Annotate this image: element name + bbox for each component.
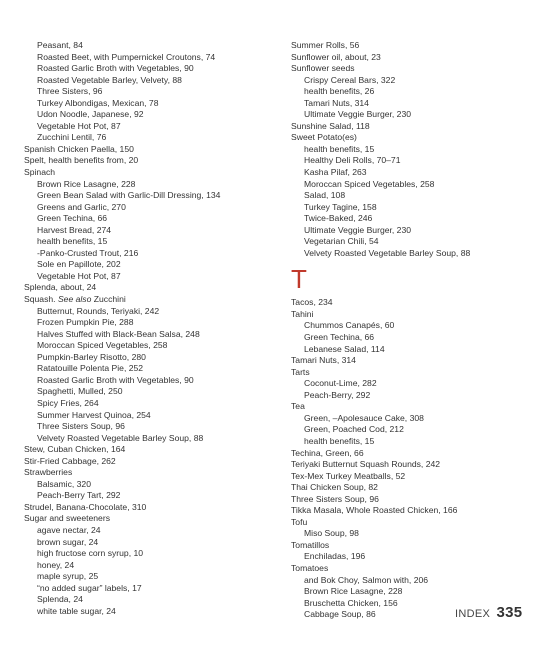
index-subentry (24, 340, 274, 352)
entry-text: Enchiladas, 196 (304, 551, 366, 562)
entry-text: Tamari Nuts, 314 (304, 97, 369, 108)
index-subentry (24, 398, 274, 410)
index-subentry (24, 548, 274, 560)
entry-text: Summer Harvest Quinoa, 254 (37, 409, 151, 420)
entry-text: Three Sisters, 96 (37, 86, 103, 97)
index-subentry (24, 490, 274, 502)
index-section-t (291, 297, 531, 620)
index-subentry (24, 179, 274, 191)
index-entry (24, 456, 274, 468)
index-subentry (24, 421, 274, 433)
entry-text: Tea (291, 401, 305, 412)
index-entry (291, 63, 531, 75)
index-subentry (291, 225, 531, 237)
entry-text: Balsamic, 320 (37, 478, 91, 489)
index-entry (291, 401, 531, 413)
entry-text: brown sugar, 24 (37, 536, 99, 547)
entry-text: Splenda, about, 24 (24, 282, 97, 293)
entry-text: Greens and Garlic, 270 (37, 201, 126, 212)
entry-text: Twice-Baked, 246 (304, 213, 373, 224)
index-subentry (24, 40, 274, 52)
entry-text: Squash. (24, 294, 56, 305)
index-subentry (24, 259, 274, 271)
entry-text: Roasted Beet, with Pumpernickel Croutons, 74 (37, 51, 216, 62)
entry-text: agave nectar, 24 (37, 524, 101, 535)
entry-text: Summer Rolls, 56 (291, 40, 360, 50)
index-subentry (24, 583, 274, 595)
index-entry (24, 513, 274, 525)
index-entry (24, 167, 274, 179)
entry-text: Green, Poached Cod, 212 (304, 424, 404, 435)
index-entry (291, 563, 531, 575)
index-subentry (24, 271, 274, 283)
entry-text: Moroccan Spiced Vegetables, 258 (304, 178, 435, 189)
index-subentry (24, 525, 274, 537)
index-subentry (291, 332, 531, 344)
entry-text: Stew, Cuban Chicken, 164 (24, 444, 126, 455)
entry-text: Sunflower seeds (291, 63, 355, 74)
index-entry (291, 121, 531, 133)
entry-text: Sunshine Salad, 118 (291, 120, 370, 131)
index-subentry (24, 560, 274, 572)
entry-text: Crispy Cereal Bars, 322 (304, 74, 396, 85)
entry-text: Butternut, Rounds, Teriyaki, 242 (37, 305, 160, 316)
entry-text: Velvety Roasted Vegetable Barley Soup, 88 (304, 247, 471, 258)
index-entry (291, 40, 531, 52)
entry-text: Ratatouille Polenta Pie, 252 (37, 363, 144, 374)
entry-text: Green Techina, 66 (37, 213, 108, 224)
entry-text: Tex-Mex Turkey Meatballs, 52 (291, 470, 406, 481)
entry-text: Vegetable Hot Pot, 87 (37, 120, 121, 131)
entry-text: Zucchini Lentil, 76 (37, 132, 107, 143)
index-subentry (291, 202, 531, 214)
index-subentry (24, 363, 274, 375)
index-subentry (291, 378, 531, 390)
entry-text: maple syrup, 25 (37, 571, 99, 582)
index-subentry (24, 190, 274, 202)
index-entry (291, 52, 531, 64)
entry-text: Chummos Canapés, 60 (304, 320, 395, 331)
entry-text: Turkey Albondigas, Mexican, 78 (37, 97, 159, 108)
entry-text: -Panko-Crusted Trout, 216 (37, 247, 139, 258)
entry-text: Sugar and sweeteners (24, 513, 110, 524)
index-subentry (24, 606, 274, 618)
entry-text: Roasted Vegetable Barley, Velvety, 88 (37, 74, 182, 85)
index-subentry (24, 594, 274, 606)
index-entry (291, 540, 531, 552)
index-subentry (291, 155, 531, 167)
index-subentry (291, 248, 531, 260)
index-subentry (291, 528, 531, 540)
entry-text: Strawberries (24, 467, 73, 478)
index-subentry (291, 86, 531, 98)
entry-text: Lebanese Salad, 114 (304, 343, 385, 354)
entry-text: Tacos, 234 (291, 297, 333, 308)
entry-text: Green, –Apolesauce Cake, 308 (304, 412, 424, 423)
index-subentry (24, 236, 274, 248)
index-subentry (291, 144, 531, 156)
index-entry (291, 367, 531, 379)
index-entry (291, 297, 531, 309)
entry-text: Frozen Pumpkin Pie, 288 (37, 317, 134, 328)
index-subentry (291, 98, 531, 110)
entry-text: Peach-Berry Tart, 292 (37, 490, 121, 501)
entry-text: Kasha Pilaf, 263 (304, 167, 367, 178)
entry-text: Sweet Potato(es) (291, 132, 357, 143)
index-subentry (291, 75, 531, 87)
index-subentry (291, 390, 531, 402)
entry-text: Sole en Papillote, 202 (37, 259, 121, 270)
index-subentry (291, 413, 531, 425)
entry-text: Splenda, 24 (37, 594, 83, 605)
index-subentry (24, 537, 274, 549)
entry-text: white table sugar, 24 (37, 605, 116, 616)
entry-text: “no added sugar” labels, 17 (37, 582, 142, 593)
entry-text: Roasted Garlic Broth with Vegetables, 90 (37, 63, 194, 74)
index-subentry (291, 236, 531, 248)
index-subentry (291, 575, 531, 587)
index-subentry (24, 225, 274, 237)
entry-text: Ultimate Veggie Burger, 230 (304, 224, 412, 235)
entry-text: Spelt, health benefits from, 20 (24, 155, 139, 166)
entry-text: Teriyaki Butternut Squash Rounds, 242 (291, 459, 441, 470)
entry-text: health benefits, 15 (37, 236, 108, 247)
entry-text: and Bok Choy, Salmon with, 206 (304, 574, 429, 585)
entry-text: Moroccan Spiced Vegetables, 258 (37, 340, 168, 351)
index-entry (291, 355, 531, 367)
index-subentry (24, 479, 274, 491)
index-entry (291, 459, 531, 471)
index-entry (24, 467, 274, 479)
index-subentry (24, 98, 274, 110)
index-entry (291, 505, 531, 517)
entry-text: Roasted Garlic Broth with Vegetables, 90 (37, 374, 194, 385)
index-subentry (24, 410, 274, 422)
index-subentry (291, 179, 531, 191)
entry-text: high fructose corn syrup, 10 (37, 548, 144, 559)
entry-text: Spinach (24, 167, 56, 178)
entry-text: Strudel, Banana-Chocolate, 310 (24, 501, 147, 512)
entry-text: Tikka Masala, Whole Roasted Chicken, 166 (291, 505, 458, 516)
index-subentry (291, 586, 531, 598)
index-subentry (24, 213, 274, 225)
index-subentry (24, 132, 274, 144)
entry-text: Tamari Nuts, 314 (291, 355, 356, 366)
entry-text: health benefits, 26 (304, 86, 375, 97)
footer-index-label: INDEX (455, 608, 491, 620)
index-subentry (291, 320, 531, 332)
index-subentry (24, 75, 274, 87)
entry-text: Stir-Fried Cabbage, 262 (24, 455, 116, 466)
index-subentry (24, 329, 274, 341)
index-subentry (291, 551, 531, 563)
index-entry (291, 494, 531, 506)
index-entry (291, 309, 531, 321)
section-letter-t: T (291, 264, 307, 295)
index-entry (24, 502, 274, 514)
index-entry (24, 144, 274, 156)
entry-text: honey, 24 (37, 559, 75, 570)
index-subentry (24, 352, 274, 364)
index-entry (24, 294, 274, 306)
index-subentry (291, 344, 531, 356)
index-subentry (291, 109, 531, 121)
entry-text: Healthy Deli Rolls, 70–71 (304, 155, 401, 166)
entry-text: Three Sisters Soup, 96 (291, 493, 379, 504)
entry-text: Tomatoes (291, 562, 329, 573)
index-section-s (291, 40, 531, 259)
index-entry (24, 444, 274, 456)
entry-text: Ultimate Veggie Burger, 230 (304, 109, 412, 120)
entry-text: Tofu (291, 516, 308, 527)
entry-text: Thai Chicken Soup, 82 (291, 482, 378, 493)
entry-text: Tomatillos (291, 539, 330, 550)
index-entry (291, 517, 531, 529)
index-subentry (24, 109, 274, 121)
entry-text: Tahini (291, 308, 314, 319)
index-subentry (24, 306, 274, 318)
index-subentry (291, 190, 531, 202)
entry-text: Salad, 108 (304, 190, 346, 201)
entry-text: Cabbage Soup, 86 (304, 609, 376, 620)
entry-text: Bruschetta Chicken, 156 (304, 597, 398, 608)
entry-text: health benefits, 15 (304, 435, 375, 446)
page-number: 335 (496, 604, 523, 621)
entry-text: health benefits, 15 (304, 143, 375, 154)
index-entry (291, 448, 531, 460)
index-column-left (24, 40, 274, 617)
entry-text: Spicy Fries, 264 (37, 397, 99, 408)
entry-text: Pumpkin-Barley Risotto, 280 (37, 351, 146, 362)
index-entry (291, 471, 531, 483)
entry-text: Spaghetti, Mulled, 250 (37, 386, 123, 397)
entry-text: Velvety Roasted Vegetable Barley Soup, 88 (37, 432, 204, 443)
entry-text: Vegetarian Chili, 54 (304, 236, 379, 247)
entry-text: Coconut-Lime, 282 (304, 378, 377, 389)
index-subentry (291, 424, 531, 436)
index-subentry (24, 317, 274, 329)
entry-text: Vegetable Hot Pot, 87 (37, 270, 121, 281)
entry-text: Green Techina, 66 (304, 332, 375, 343)
index-entry (291, 482, 531, 494)
entry-text: Peasant, 84 (37, 40, 83, 50)
entry-text: Brown Rice Lasagne, 228 (304, 586, 403, 597)
index-subentry (24, 571, 274, 583)
entry-text: Miso Soup, 98 (304, 528, 359, 539)
index-subentry (291, 213, 531, 225)
page-footer (455, 604, 522, 621)
index-entry (24, 282, 274, 294)
index-subentry (24, 121, 274, 133)
index-subentry (24, 386, 274, 398)
entry-text: Three Sisters Soup, 96 (37, 421, 125, 432)
entry-text: Halves Stuffed with Black-Bean Salsa, 248 (37, 328, 200, 339)
index-subentry (24, 63, 274, 75)
see-also-label: See also (57, 294, 92, 305)
index-subentry (24, 202, 274, 214)
index-entry (24, 155, 274, 167)
index-subentry (24, 52, 274, 64)
index-column-right (291, 40, 531, 621)
see-also-target: Zucchini (93, 294, 126, 305)
entry-text: Udon Noodle, Japanese, 92 (37, 109, 144, 120)
entry-text: Techina, Green, 66 (291, 447, 364, 458)
entry-text: Peach-Berry, 292 (304, 389, 371, 400)
index-subentry (24, 248, 274, 260)
entry-text: Harvest Bread, 274 (37, 224, 112, 235)
entry-text: Sunflower oil, about, 23 (291, 51, 381, 62)
index-entry (291, 132, 531, 144)
entry-text: Brown Rice Lasagne, 228 (37, 178, 136, 189)
entry-text: Green Bean Salad with Garlic-Dill Dressing, 134 (37, 190, 221, 201)
index-subentry (291, 436, 531, 448)
entry-text: Tarts (291, 366, 310, 377)
index-subentry (24, 375, 274, 387)
entry-text: Turkey Tagine, 158 (304, 201, 377, 212)
index-subentry (24, 86, 274, 98)
entry-text: Spanish Chicken Paella, 150 (24, 143, 134, 154)
index-subentry (291, 167, 531, 179)
index-subentry (24, 433, 274, 445)
